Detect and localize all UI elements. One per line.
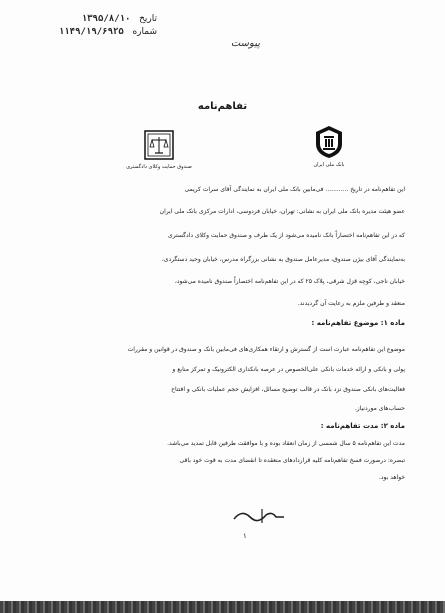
date-line <box>82 14 157 24</box>
number-label: شماره <box>132 27 157 37</box>
section-1-line: موضوع این تفاهم‌نامه عبارت است از گسترش و ارتقاء همکاری‌های فی‌مابین بانک و صندوق در قوانین و مقررات <box>127 346 405 353</box>
section-2-line: تبصره: درصورت فسخ تفاهم‌نامه کلیه قراردادهای منعقده تا انقضای مدت به قوت خود باقی <box>179 457 405 464</box>
attachment-label: پیوست <box>230 38 260 49</box>
section-1-title: ماده ۱: موضوع تفاهم‌نامه : <box>311 319 405 327</box>
section-2-line: مدت این تفاهم‌نامه ۵ سال شمسی از زمان انعقاد بوده و با موافقت طرفین قابل تمدید می‌باشد. <box>167 440 405 447</box>
section-1-line: پولی و بانکی و ارائه خدمات بانکی علی‌الخصوص در عرصه بانکداری الکترونیک و تمرکز منابع و <box>172 366 405 373</box>
right-logo-caption: بانک ملی ایران <box>313 162 345 168</box>
intro-line: خیابان ناجی، کوچه قزل شرقی، پلاک ۲۵ که در این تفاهم‌نامه اختصاراً صندوق نامیده می‌شود، <box>174 278 405 285</box>
intro-line: منعقد و طرفین ملزم به رعایت آن گردیدند. <box>297 300 405 307</box>
right-logo <box>294 124 364 168</box>
bank-melli-emblem-icon <box>312 124 346 160</box>
intro-line: عضو هیئت مدیره بانک ملی ایران به نشانی: تهران، خیابان فردوسی، ادارات مرکزی بانک ملی ایران <box>159 208 405 215</box>
scales-emblem-icon <box>142 128 176 162</box>
section-2-title: ماده ۲: مدت تفاهم‌نامه : <box>320 422 405 430</box>
signature-mark-icon <box>232 505 292 527</box>
number-line <box>59 27 157 37</box>
section-2-line: خواهد بود. <box>378 474 405 481</box>
document-title: تفاهم‌نامه <box>197 101 248 112</box>
intro-line: این تفاهم‌نامه در تاریخ ............ فی‌مابین بانک ملی ایران به نمایندگی آقای سرات کریمی <box>184 186 405 193</box>
section-1-line: حساب‌های موردنیاز. <box>354 405 405 412</box>
page-number: ۱ <box>243 532 247 540</box>
left-logo-caption: صندوق حمایت وکلای دادگستری <box>126 164 192 170</box>
date-value: ۱۳۹۵/۸/۱۰ <box>81 14 131 24</box>
left-logo <box>124 128 194 170</box>
intro-line: به‌نمایندگی آقای بیژن صندوق، مدیرعامل صندوق به نشانی بزرگراه مدرس، خیابان وحید دستگردی، <box>161 256 405 263</box>
scan-edge <box>0 601 445 613</box>
section-1-line: فعالیت‌های بانکی صندوق نزد بانک در قالب توضیح مسائل، افزایش حجم عملیات بانکی و افتتاح <box>171 386 405 393</box>
date-label: تاریخ <box>139 14 157 24</box>
number-value: ۱۱۴۹/۱۹/۶۹۲۵ <box>58 27 124 37</box>
intro-line: که در این تفاهم‌نامه اختصاراً بانک نامیده می‌شود از یک طرف و صندوق حمایت وکلای دادگستری <box>168 232 405 239</box>
